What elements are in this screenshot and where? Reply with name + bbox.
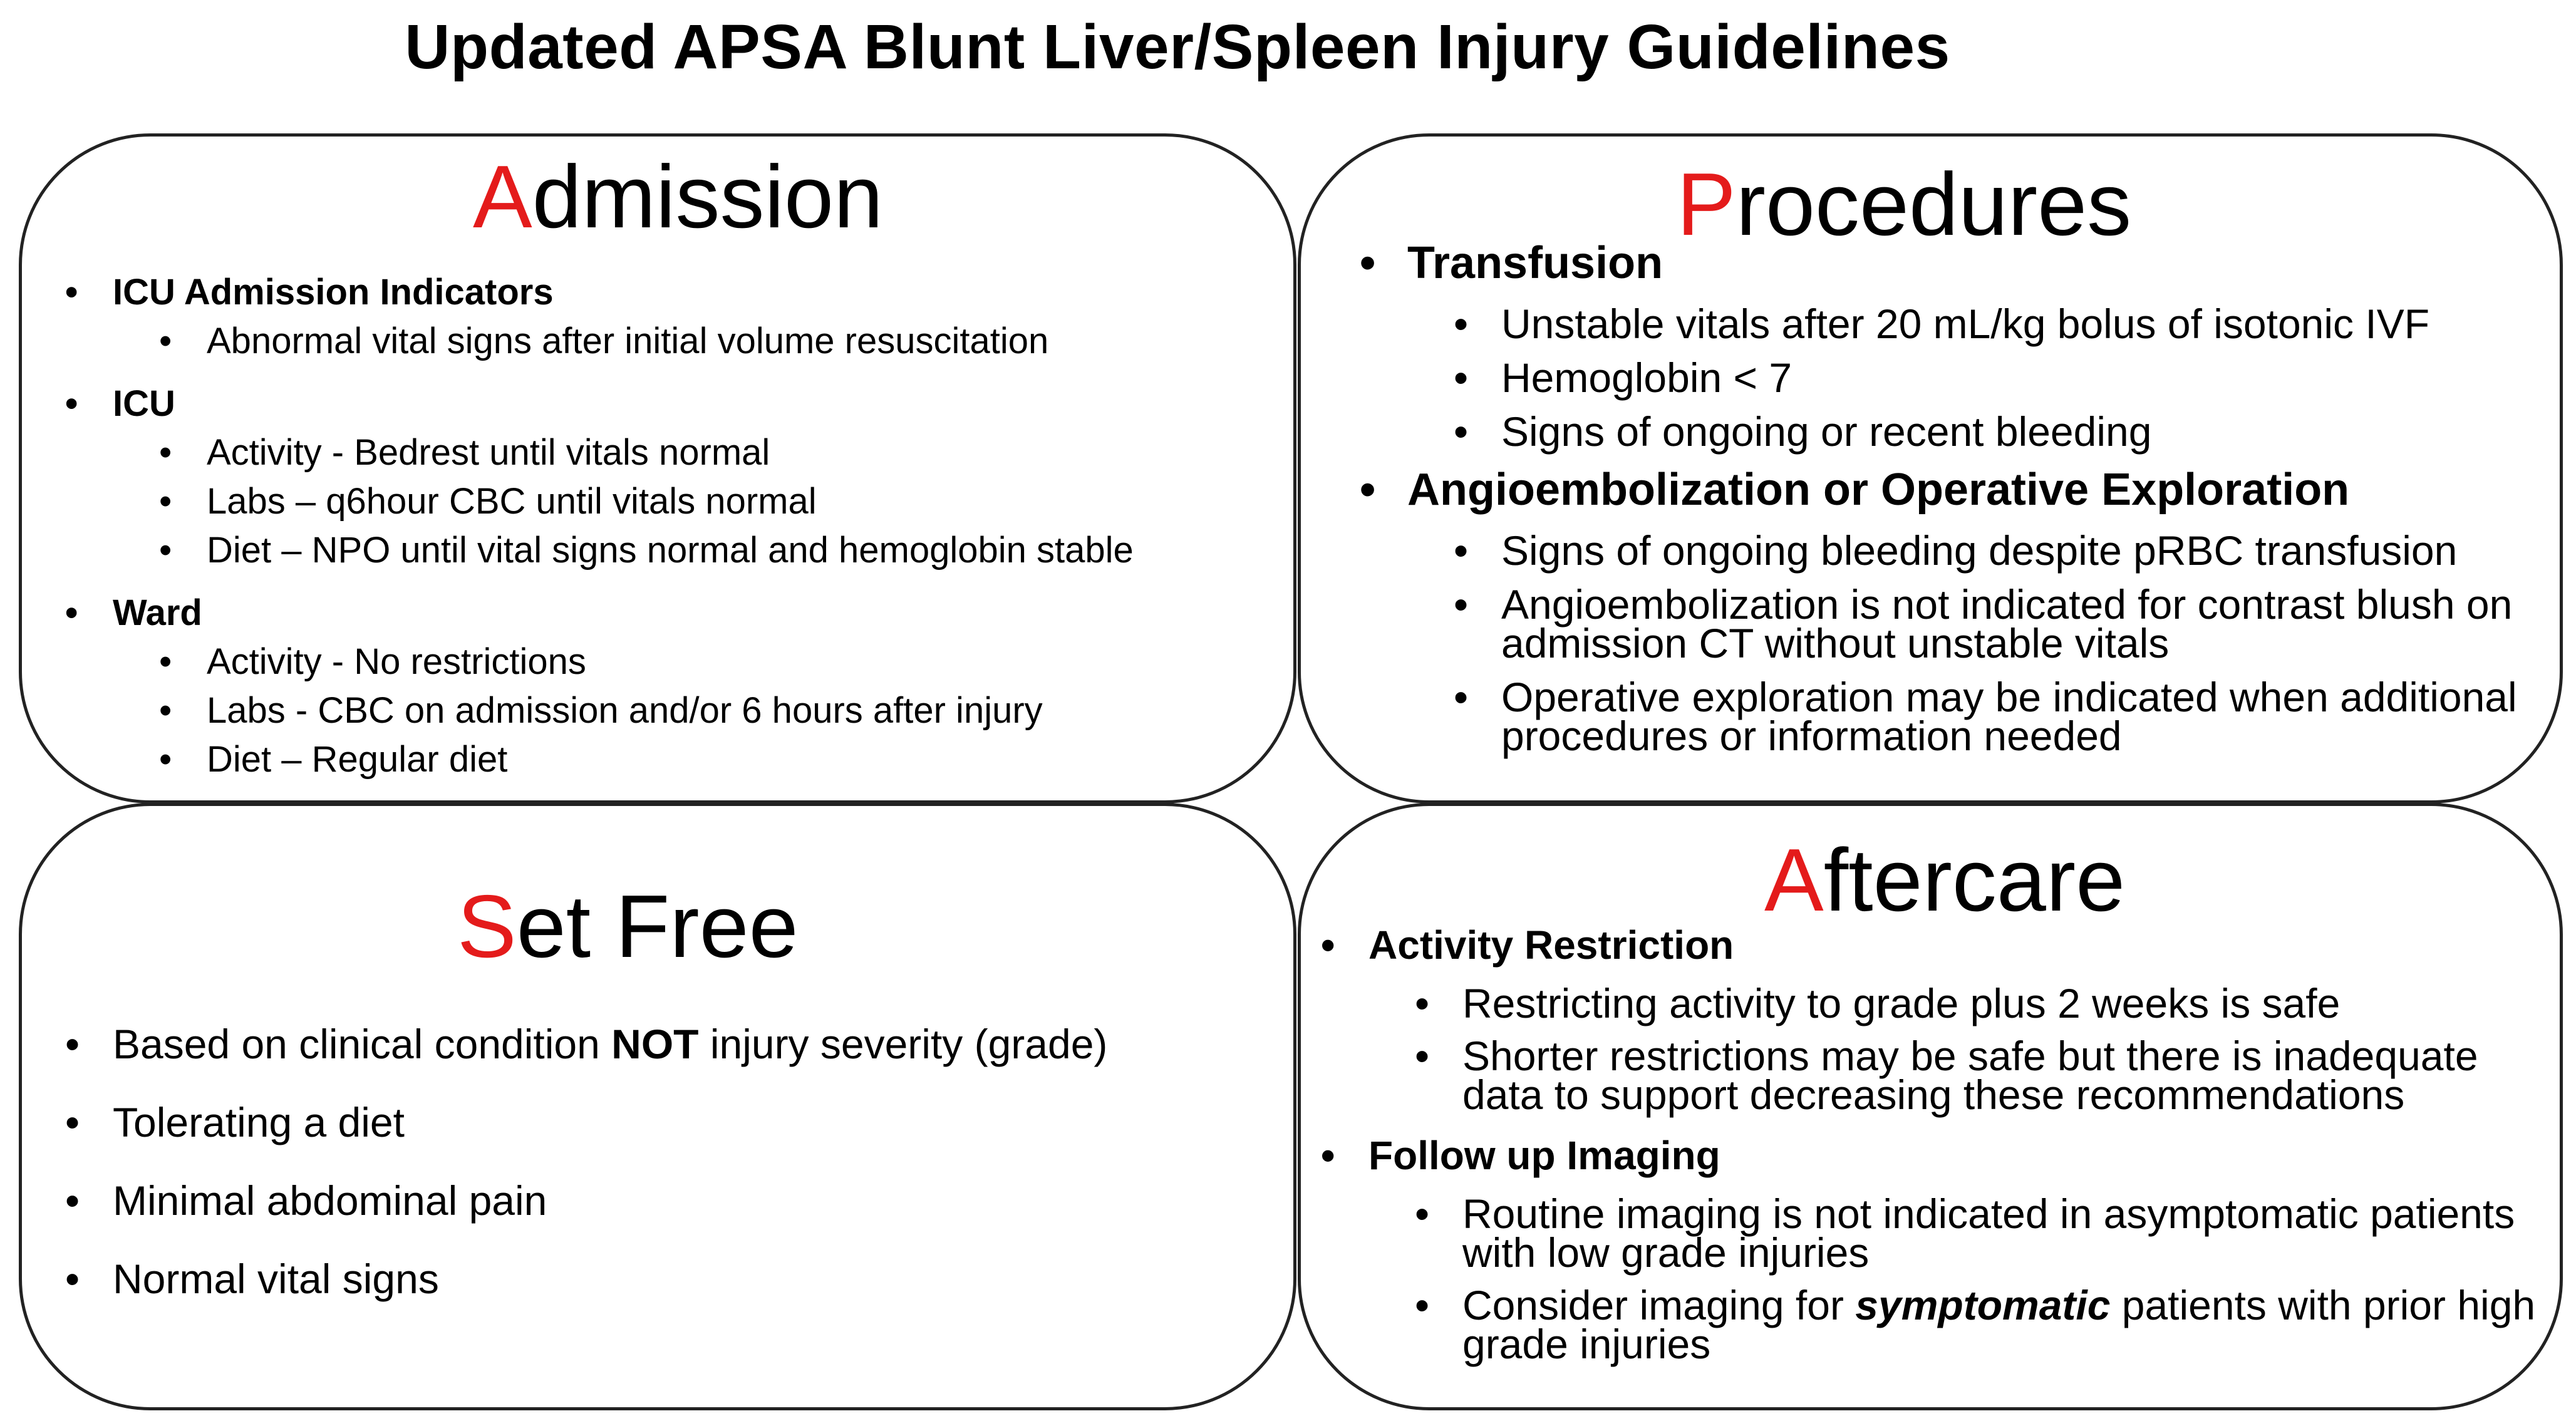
list-item: • Diet – NPO until vital signs normal and hemoglobin stable bbox=[113, 526, 1271, 575]
list-item: • Consider imaging for symptomatic patients with prior high grade injuries bbox=[1368, 1286, 2546, 1363]
icu-admission-indicators-label: • ICU Admission Indicators bbox=[113, 268, 1271, 317]
list-item: • Shorter restrictions may be safe but there is inadequate data to support decreasing these recommendations bbox=[1368, 1036, 2546, 1114]
list-item: • Labs – q6hour CBC until vitals normal bbox=[113, 477, 1271, 526]
follow-up-imaging-label: • Follow up Imaging bbox=[1368, 1130, 2546, 1181]
admission-heading-rest: dmission bbox=[532, 147, 884, 247]
icu-label: • ICU bbox=[113, 380, 1271, 428]
ward-label: • Ward bbox=[113, 589, 1271, 638]
list-item: • Operative exploration may be indicated when additional procedures or information needed bbox=[1407, 678, 2547, 755]
list-item: • Signs of ongoing bleeding despite pRBC transfusion bbox=[1407, 531, 2547, 570]
list-item: • Abnormal vital signs after initial volume resuscitation bbox=[113, 317, 1271, 366]
list-item: • Tolerating a diet bbox=[113, 1097, 1271, 1147]
list-item: • Based on clinical condition NOT injury severity (grade) bbox=[113, 1019, 1271, 1069]
procedures-panel bbox=[1298, 133, 2563, 803]
symptomatic-emphasis: symptomatic bbox=[1855, 1282, 2111, 1328]
list-item: • Activity - No restrictions bbox=[113, 638, 1271, 686]
aftercare-panel bbox=[1298, 803, 2563, 1410]
list-item: • Restricting activity to grade plus 2 weeks is safe bbox=[1368, 984, 2546, 1023]
page-title: Updated APSA Blunt Liver/Spleen Injury Guidelines bbox=[405, 12, 1950, 82]
set-free-list bbox=[113, 1019, 1271, 1332]
admission-panel bbox=[19, 133, 1296, 803]
activity-restriction-label: • Activity Restriction bbox=[1368, 920, 2546, 970]
angioembolization-label: • Angioembolization or Operative Exploration bbox=[1407, 463, 2547, 516]
admission-list bbox=[113, 268, 1271, 784]
list-item: • Normal vital signs bbox=[113, 1254, 1271, 1304]
aftercare-heading-rest: ftercare bbox=[1823, 830, 2126, 930]
list-item: • Hemoglobin < 7 bbox=[1407, 358, 2547, 397]
aftercare-heading-initial: A bbox=[1764, 830, 1824, 930]
not-emphasis: NOT bbox=[611, 1021, 699, 1067]
list-item: • Unstable vitals after 20 mL/kg bolus of isotonic IVF bbox=[1407, 304, 2547, 343]
set-free-panel bbox=[19, 803, 1296, 1410]
aftercare-list bbox=[1368, 920, 2546, 1367]
aftercare-heading bbox=[1764, 830, 2126, 930]
list-item: • Activity - Bedrest until vitals normal bbox=[113, 428, 1271, 477]
list-item: • Signs of ongoing or recent bleeding bbox=[1407, 412, 2547, 451]
set-free-heading-rest: et Free bbox=[516, 877, 799, 976]
list-item: • Labs - CBC on admission and/or 6 hours after injury bbox=[113, 686, 1271, 735]
list-item: • Minimal abdominal pain bbox=[113, 1175, 1271, 1226]
transfusion-label: • Transfusion bbox=[1407, 237, 2547, 289]
admission-heading-initial: A bbox=[473, 147, 532, 247]
procedures-heading bbox=[1677, 155, 2132, 254]
procedures-heading-rest: rocedures bbox=[1735, 155, 2132, 254]
procedures-list bbox=[1407, 237, 2547, 759]
procedures-heading-initial: P bbox=[1677, 155, 1736, 254]
list-item: • Angioembolization is not indicated for contrast blush on admission CT without unstable vitals bbox=[1407, 585, 2547, 663]
set-free-heading bbox=[457, 877, 799, 976]
list-item: • Diet – Regular diet bbox=[113, 735, 1271, 784]
list-item: • Routine imaging is not indicated in asymptomatic patients with low grade injuries bbox=[1368, 1194, 2546, 1272]
set-free-heading-initial: S bbox=[457, 877, 517, 976]
admission-heading bbox=[473, 147, 884, 247]
